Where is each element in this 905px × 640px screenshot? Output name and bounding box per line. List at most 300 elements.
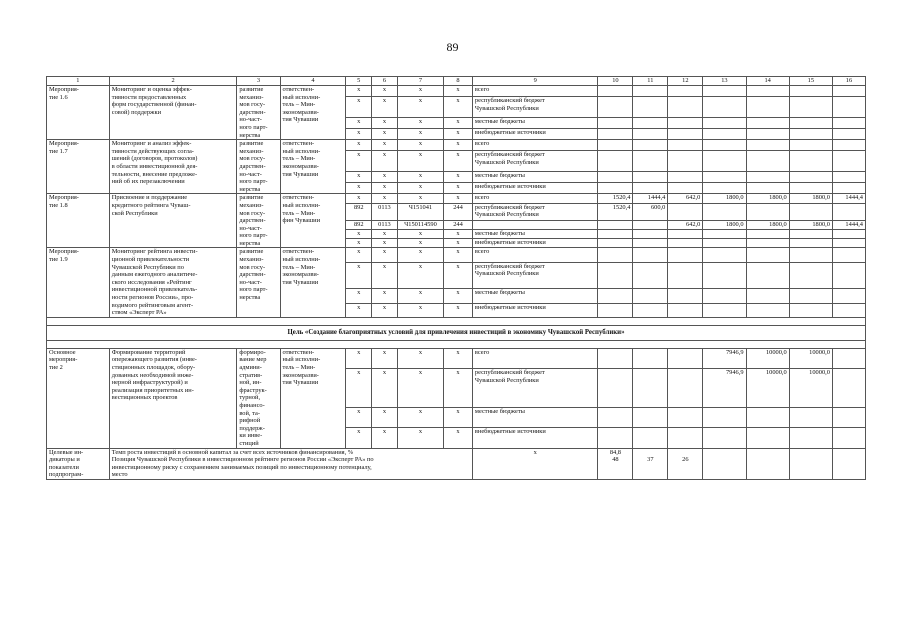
section-code-cell: x	[372, 97, 398, 118]
year-value-cell	[832, 428, 865, 448]
header-row	[47, 77, 866, 86]
funding-source-cell: местные бюджеты	[472, 230, 598, 239]
section-code-cell: x	[372, 140, 398, 151]
spacer-row	[47, 317, 866, 325]
year-value-cell	[703, 239, 746, 248]
year-value-cell	[598, 97, 633, 118]
target-article-cell: x	[397, 348, 443, 368]
column-number-cell: 9	[472, 77, 598, 86]
year-value-cell	[598, 129, 633, 140]
year-value-cell	[598, 220, 633, 229]
year-value-cell: 7946,9	[703, 348, 746, 368]
gr-code-cell: x	[346, 172, 372, 183]
funding-source-cell: местные бюджеты	[472, 117, 598, 128]
indicators-x: x	[472, 448, 598, 479]
goal-title: Цель «Создание благоприятных условий для привлечения инвестиций в экономику Чувашской Республики»	[47, 325, 866, 340]
year-value-cell	[633, 230, 668, 239]
year-value-cell	[746, 203, 789, 220]
column-number-cell: 5	[346, 77, 372, 86]
year-value-cell	[703, 428, 746, 448]
column-number-cell: 2	[109, 77, 237, 86]
column-number-cell: 10	[598, 77, 633, 86]
year-value-cell	[598, 262, 633, 289]
column-number-cell: 3	[237, 77, 280, 86]
year-value-cell	[832, 117, 865, 128]
year-value-cell	[789, 428, 832, 448]
goal-row	[47, 325, 866, 340]
gr-code-cell: x	[346, 194, 372, 203]
gr-code-cell: x	[346, 183, 372, 194]
target-article-cell: x	[397, 194, 443, 203]
year-value-cell	[633, 129, 668, 140]
target-article-cell: x	[397, 183, 443, 194]
year-value-cell: 1444,4	[633, 194, 668, 203]
funding-source-cell: республиканский бюджет Чувашской Республики	[472, 203, 598, 220]
indicator-value-cell: 37	[633, 448, 668, 479]
indicators-label: Целевые ин- дикаторы и показатели подпрограм-	[47, 448, 110, 479]
expense-type-cell: x	[444, 289, 473, 303]
table-body	[47, 86, 866, 480]
year-value-cell	[598, 140, 633, 151]
year-value-cell	[789, 117, 832, 128]
year-value-cell	[746, 172, 789, 183]
table-row	[47, 248, 866, 262]
funding-source-cell: республиканский бюджет Чувашской Республики	[472, 97, 598, 118]
expense-type-cell: x	[444, 428, 473, 448]
section-code-cell: x	[372, 194, 398, 203]
year-value-cell	[668, 348, 703, 368]
gr-code-cell: x	[346, 369, 372, 407]
year-value-cell	[832, 97, 865, 118]
year-value-cell	[633, 140, 668, 151]
table-row	[47, 140, 866, 151]
section-code-cell: x	[372, 348, 398, 368]
year-value-cell	[703, 117, 746, 128]
funding-source-cell: республиканский бюджет Чувашской Республики	[472, 369, 598, 407]
year-value-cell	[668, 289, 703, 303]
year-value-cell	[832, 140, 865, 151]
indicators-row	[47, 448, 866, 479]
target-article-cell: x	[397, 369, 443, 407]
year-value-cell	[789, 172, 832, 183]
gr-code-cell: x	[346, 303, 372, 317]
funding-source-cell: республиканский бюджет Чувашской Республики	[472, 151, 598, 172]
year-value-cell	[668, 129, 703, 140]
column-number-cell: 15	[789, 77, 832, 86]
column-number-cell: 11	[633, 77, 668, 86]
year-value-cell	[789, 289, 832, 303]
funding-source-cell: республиканский бюджет Чувашской Республики	[472, 262, 598, 289]
event-type-cell: Мероприя- тие 1.9	[47, 248, 110, 317]
section-code-cell: x	[372, 369, 398, 407]
year-value-cell: 10000,0	[789, 369, 832, 407]
table-row	[47, 194, 866, 203]
year-value-cell	[668, 140, 703, 151]
column-number-cell: 14	[746, 77, 789, 86]
year-value-cell	[703, 230, 746, 239]
gr-code-cell: x	[346, 407, 372, 427]
section-code-cell: x	[372, 117, 398, 128]
spacer-cell	[47, 340, 866, 348]
target-article-cell: x	[397, 151, 443, 172]
year-value-cell	[703, 303, 746, 317]
indicator-value-cell	[746, 448, 789, 479]
year-value-cell	[598, 172, 633, 183]
year-value-cell	[633, 289, 668, 303]
year-value-cell	[633, 172, 668, 183]
year-value-cell	[598, 348, 633, 368]
table-row	[47, 348, 866, 368]
year-value-cell	[746, 230, 789, 239]
section-code-cell: x	[372, 262, 398, 289]
expense-type-cell: x	[444, 97, 473, 118]
event-name-cell: Формирование территорий опережающего развития (инве- стиционных площадок, обору- дованных необходимой инже- нерной инфраструктурой) и реализация приоритетных ин- вестиционных проектов	[109, 348, 237, 448]
year-value-cell	[832, 239, 865, 248]
year-value-cell	[668, 262, 703, 289]
year-value-cell	[789, 151, 832, 172]
year-value-cell	[746, 97, 789, 118]
spacer-cell	[47, 317, 866, 325]
gr-code-cell: x	[346, 140, 372, 151]
year-value-cell	[746, 248, 789, 262]
gr-code-cell: x	[346, 151, 372, 172]
expense-type-cell: x	[444, 183, 473, 194]
event-executor-cell: ответствен- ный исполни- тель – Мин- фин Чувашии	[280, 194, 346, 248]
event-goal-cell: развитие механиз- мов госу- дарствен- но-част- ного парт- нерства	[237, 248, 280, 317]
indicator-value-cell	[789, 448, 832, 479]
year-value-cell	[789, 203, 832, 220]
year-value-cell	[668, 151, 703, 172]
year-value-cell	[668, 303, 703, 317]
target-article-cell: x	[397, 407, 443, 427]
column-number-cell: 7	[397, 77, 443, 86]
year-value-cell	[832, 172, 865, 183]
year-value-cell	[668, 97, 703, 118]
year-value-cell	[703, 407, 746, 427]
funding-source-cell: всего	[472, 140, 598, 151]
table-header	[47, 77, 866, 86]
gr-code-cell: x	[346, 248, 372, 262]
funding-source-cell: местные бюджеты	[472, 289, 598, 303]
expense-type-cell: x	[444, 369, 473, 407]
section-code-cell: x	[372, 248, 398, 262]
gr-code-cell: x	[346, 86, 372, 97]
expense-type-cell: x	[444, 129, 473, 140]
year-value-cell	[832, 262, 865, 289]
funding-source-cell: внебюджетные источники	[472, 303, 598, 317]
spacer-row	[47, 340, 866, 348]
gr-code-cell: x	[346, 230, 372, 239]
target-article-cell: x	[397, 97, 443, 118]
section-code-cell: 0113	[372, 203, 398, 220]
section-code-cell: x	[372, 151, 398, 172]
indicator-value-cell: 26	[668, 448, 703, 479]
year-value-cell	[789, 183, 832, 194]
funding-source-cell: всего	[472, 86, 598, 97]
indicator-value-cell: 84,8 48	[598, 448, 633, 479]
column-number-cell: 4	[280, 77, 346, 86]
event-executor-cell: ответствен- ный исполни- тель – Мин- экономразви- тия Чувашии	[280, 140, 346, 194]
year-value-cell: 10000,0	[789, 348, 832, 368]
expense-type-cell: x	[444, 151, 473, 172]
year-value-cell	[789, 407, 832, 427]
year-value-cell: 1520,4	[598, 194, 633, 203]
year-value-cell	[789, 262, 832, 289]
target-article-cell: x	[397, 230, 443, 239]
table-row	[47, 86, 866, 97]
expense-type-cell: x	[444, 86, 473, 97]
column-number-cell: 8	[444, 77, 473, 86]
year-value-cell	[789, 230, 832, 239]
year-value-cell	[789, 248, 832, 262]
year-value-cell	[668, 230, 703, 239]
year-value-cell	[598, 117, 633, 128]
column-number-cell: 12	[668, 77, 703, 86]
gr-code-cell: x	[346, 239, 372, 248]
year-value-cell	[633, 407, 668, 427]
event-goal-cell: развитие механиз- мов госу- дарствен- но-част- ного парт- нерства	[237, 140, 280, 194]
year-value-cell	[746, 303, 789, 317]
section-code-cell: x	[372, 172, 398, 183]
year-value-cell	[703, 97, 746, 118]
year-value-cell	[746, 289, 789, 303]
year-value-cell	[789, 239, 832, 248]
year-value-cell	[668, 172, 703, 183]
expense-type-cell: x	[444, 230, 473, 239]
year-value-cell	[832, 303, 865, 317]
year-value-cell	[668, 248, 703, 262]
year-value-cell	[789, 129, 832, 140]
year-value-cell: 1444,4	[832, 194, 865, 203]
target-article-cell: x	[397, 303, 443, 317]
gr-code-cell: 892	[346, 220, 372, 229]
gr-code-cell: 892	[346, 203, 372, 220]
event-type-cell: Мероприя- тие 1.6	[47, 86, 110, 140]
event-executor-cell: ответствен- ный исполни- тель – Мин- экономразви- тия Чувашии	[280, 86, 346, 140]
year-value-cell: 642,0	[668, 194, 703, 203]
year-value-cell: 1800,0	[703, 194, 746, 203]
event-name-cell: Мониторинг и анализ эффек- тивности действующих согла- шений (договоров, протоколов) в области инвестиционной дея- тельности, внесение предложе- ний об их перезаключении	[109, 140, 237, 194]
year-value-cell	[633, 239, 668, 248]
section-code-cell: 0113	[372, 220, 398, 229]
section-code-cell: x	[372, 428, 398, 448]
year-value-cell	[598, 407, 633, 427]
year-value-cell	[598, 151, 633, 172]
year-value-cell: 10000,0	[746, 369, 789, 407]
target-article-cell: x	[397, 428, 443, 448]
year-value-cell	[703, 129, 746, 140]
gr-code-cell: x	[346, 97, 372, 118]
expense-type-cell: x	[444, 303, 473, 317]
section-code-cell: x	[372, 230, 398, 239]
year-value-cell	[832, 348, 865, 368]
expense-type-cell: x	[444, 248, 473, 262]
event-executor-cell: ответствен- ный исполни- тель – Мин- экономразви- тия Чувашии	[280, 348, 346, 448]
expense-type-cell: x	[444, 172, 473, 183]
year-value-cell	[668, 407, 703, 427]
year-value-cell	[633, 183, 668, 194]
expense-type-cell: x	[444, 239, 473, 248]
funding-source-cell	[472, 220, 598, 229]
year-value-cell	[703, 262, 746, 289]
year-value-cell	[746, 151, 789, 172]
year-value-cell	[832, 230, 865, 239]
year-value-cell	[598, 183, 633, 194]
year-value-cell	[668, 203, 703, 220]
event-type-cell: Мероприя- тие 1.7	[47, 140, 110, 194]
year-value-cell: 1800,0	[789, 220, 832, 229]
year-value-cell	[832, 289, 865, 303]
year-value-cell	[668, 428, 703, 448]
year-value-cell: 600,0	[633, 203, 668, 220]
year-value-cell	[789, 97, 832, 118]
target-article-cell: x	[397, 239, 443, 248]
year-value-cell: 1800,0	[789, 194, 832, 203]
year-value-cell	[789, 86, 832, 97]
funding-source-cell: всего	[472, 194, 598, 203]
funding-source-cell: внебюджетные источники	[472, 183, 598, 194]
column-number-cell: 6	[372, 77, 398, 86]
year-value-cell	[746, 428, 789, 448]
funding-source-cell: всего	[472, 348, 598, 368]
year-value-cell	[668, 86, 703, 97]
program-table	[46, 76, 866, 480]
funding-source-cell: всего	[472, 248, 598, 262]
target-article-cell: x	[397, 140, 443, 151]
year-value-cell	[598, 428, 633, 448]
year-value-cell	[633, 97, 668, 118]
year-value-cell	[633, 348, 668, 368]
year-value-cell: 1800,0	[703, 220, 746, 229]
year-value-cell	[633, 303, 668, 317]
gr-code-cell: x	[346, 428, 372, 448]
year-value-cell: 1800,0	[746, 220, 789, 229]
section-code-cell: x	[372, 86, 398, 97]
year-value-cell	[703, 172, 746, 183]
event-type-cell: Основное мероприя- тие 2	[47, 348, 110, 448]
year-value-cell	[746, 407, 789, 427]
event-name-cell: Присвоение и поддержание кредитного рейтинга Чуваш- ской Республики	[109, 194, 237, 248]
year-value-cell	[703, 151, 746, 172]
year-value-cell	[832, 183, 865, 194]
event-goal-cell: развитие механиз- мов госу- дарствен- но-част- ного парт- нерства	[237, 194, 280, 248]
year-value-cell	[633, 262, 668, 289]
year-value-cell	[832, 248, 865, 262]
funding-source-cell: местные бюджеты	[472, 407, 598, 427]
year-value-cell	[746, 262, 789, 289]
target-article-cell: x	[397, 262, 443, 289]
year-value-cell	[633, 428, 668, 448]
year-value-cell	[703, 183, 746, 194]
expense-type-cell: x	[444, 262, 473, 289]
funding-source-cell: внебюджетные источники	[472, 428, 598, 448]
year-value-cell	[703, 203, 746, 220]
gr-code-cell: x	[346, 129, 372, 140]
indicators-text: Темп роста инвестиций в основной капитал за счет всех источников финансирования, % Позиция Чувашской Республики в инвестиционном рейтинге регионов России «Эксперт РА» по инвестиционному риску с сохранением занимаемых позиций по инвестиционному потенциалу, место	[109, 448, 472, 479]
year-value-cell	[598, 230, 633, 239]
year-value-cell	[668, 117, 703, 128]
year-value-cell: 10000,0	[746, 348, 789, 368]
year-value-cell	[746, 140, 789, 151]
target-article-cell: Ч151041	[397, 203, 443, 220]
section-code-cell: x	[372, 289, 398, 303]
gr-code-cell: x	[346, 289, 372, 303]
gr-code-cell: x	[346, 262, 372, 289]
year-value-cell	[633, 86, 668, 97]
year-value-cell	[598, 248, 633, 262]
section-code-cell: x	[372, 239, 398, 248]
year-value-cell: 1800,0	[746, 194, 789, 203]
section-code-cell: x	[372, 303, 398, 317]
event-executor-cell: ответствен- ный исполни- тель – Мин- экономразви- тия Чувашии	[280, 248, 346, 317]
year-value-cell	[703, 86, 746, 97]
gr-code-cell: x	[346, 348, 372, 368]
year-value-cell	[598, 86, 633, 97]
event-name-cell: Мониторинг и оценка эффек- тивности предоставленных форм государственной (финан- совой) поддержки	[109, 86, 237, 140]
section-code-cell: x	[372, 129, 398, 140]
section-code-cell: x	[372, 407, 398, 427]
expense-type-cell: x	[444, 117, 473, 128]
year-value-cell	[598, 289, 633, 303]
event-goal-cell: развитие механиз- мов госу- дарствен- но-част- ного парт- нерства	[237, 86, 280, 140]
year-value-cell	[746, 86, 789, 97]
year-value-cell	[832, 129, 865, 140]
expense-type-cell: x	[444, 194, 473, 203]
funding-source-cell: внебюджетные источники	[472, 239, 598, 248]
year-value-cell	[832, 151, 865, 172]
target-article-cell: x	[397, 86, 443, 97]
funding-source-cell: внебюджетные источники	[472, 129, 598, 140]
event-type-cell: Мероприя- тие 1.8	[47, 194, 110, 248]
year-value-cell	[832, 407, 865, 427]
year-value-cell	[832, 86, 865, 97]
year-value-cell	[703, 140, 746, 151]
column-number-cell: 13	[703, 77, 746, 86]
expense-type-cell: x	[444, 140, 473, 151]
page-number: 89	[446, 40, 459, 54]
section-code-cell: x	[372, 183, 398, 194]
year-value-cell: 7946,9	[703, 369, 746, 407]
indicator-value-cell	[832, 448, 865, 479]
year-value-cell	[789, 140, 832, 151]
expense-type-cell: 244	[444, 220, 473, 229]
expense-type-cell: x	[444, 348, 473, 368]
expense-type-cell: 244	[444, 203, 473, 220]
year-value-cell	[703, 248, 746, 262]
year-value-cell: 642,0	[668, 220, 703, 229]
gr-code-cell: x	[346, 117, 372, 128]
year-value-cell	[746, 239, 789, 248]
target-article-cell: x	[397, 289, 443, 303]
year-value-cell	[633, 248, 668, 262]
year-value-cell	[633, 369, 668, 407]
column-number-cell: 16	[832, 77, 865, 86]
year-value-cell	[746, 183, 789, 194]
target-article-cell: Ч150114590	[397, 220, 443, 229]
target-article-cell: x	[397, 248, 443, 262]
expense-type-cell: x	[444, 407, 473, 427]
target-article-cell: x	[397, 129, 443, 140]
year-value-cell	[668, 183, 703, 194]
year-value-cell	[633, 220, 668, 229]
year-value-cell: 1520,4	[598, 203, 633, 220]
year-value-cell	[598, 369, 633, 407]
year-value-cell	[746, 129, 789, 140]
year-value-cell	[789, 303, 832, 317]
year-value-cell	[598, 303, 633, 317]
year-value-cell	[668, 239, 703, 248]
target-article-cell: x	[397, 117, 443, 128]
